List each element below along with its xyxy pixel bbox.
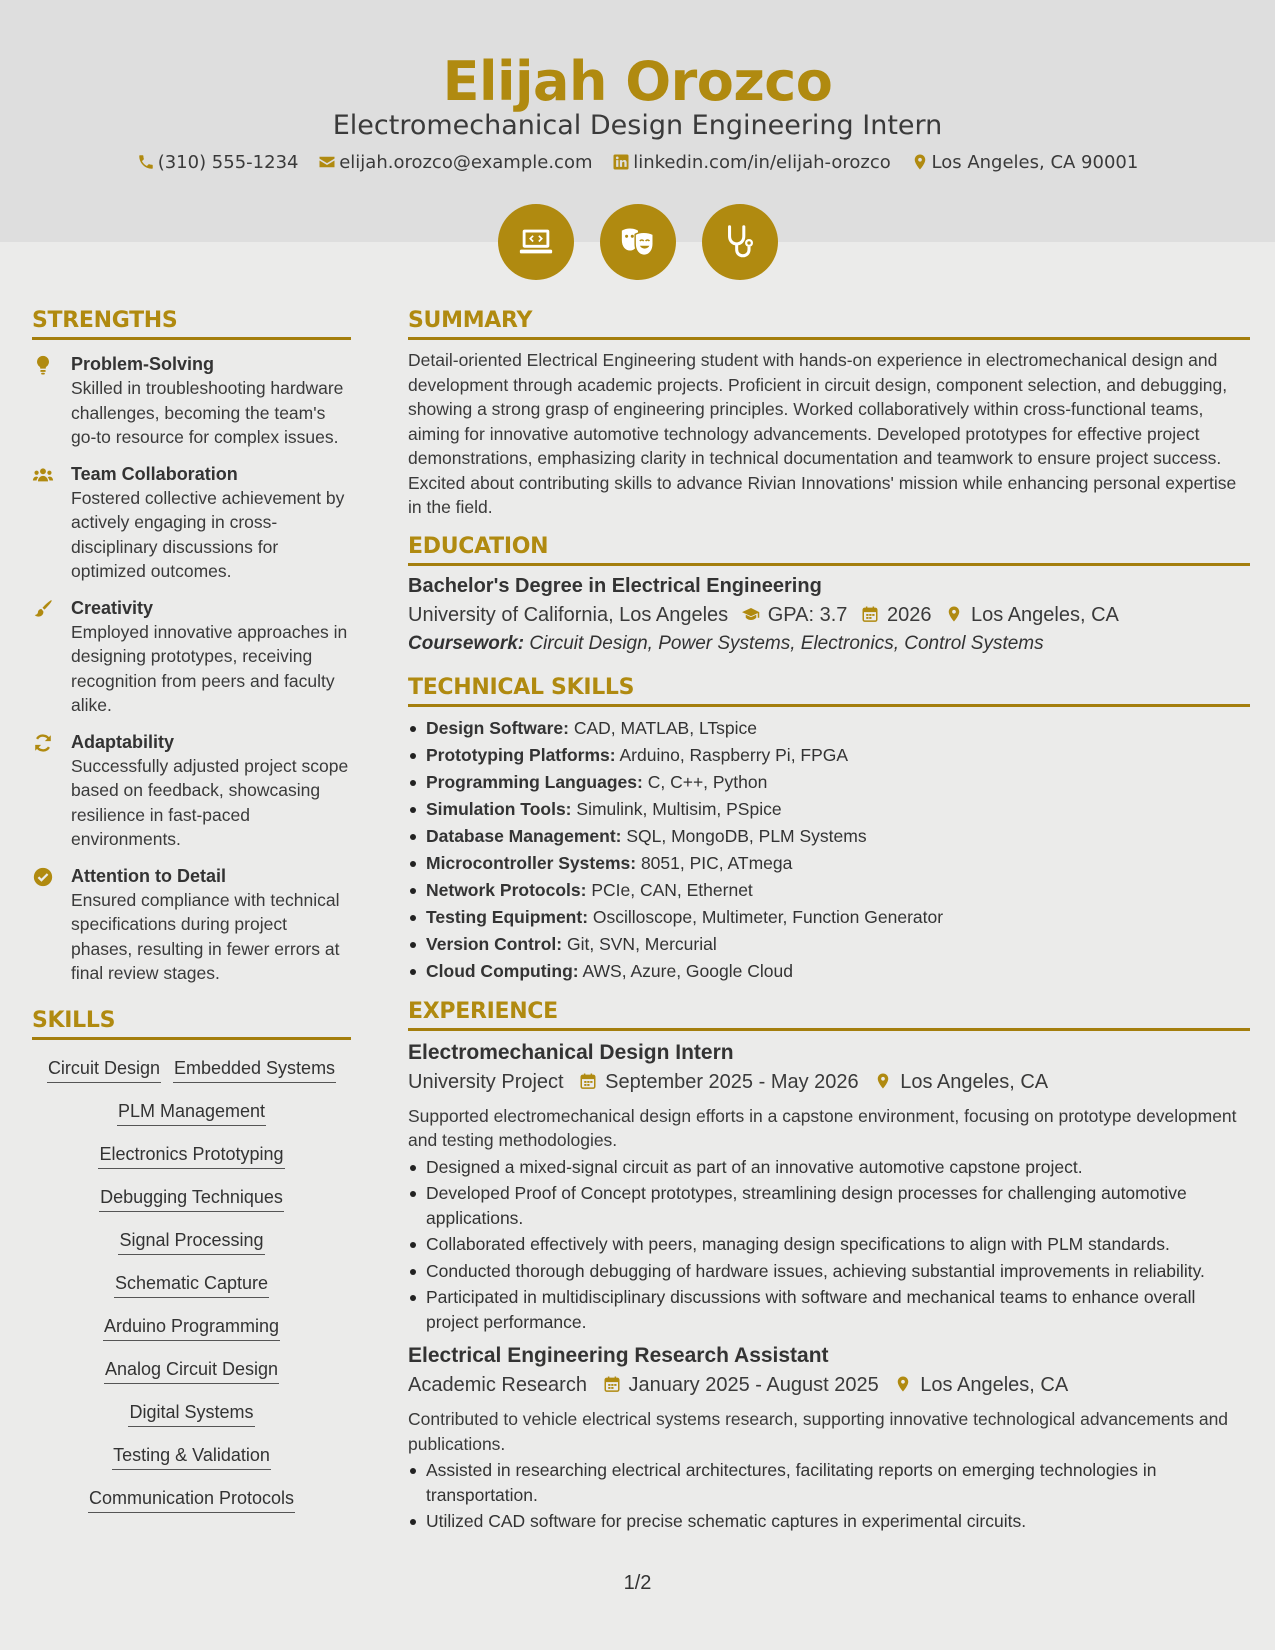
lightbulb-icon bbox=[32, 354, 54, 376]
contact-bar bbox=[0, 152, 1275, 173]
list-item: Utilized CAD software for precise schematic captures in experimental circuits. bbox=[408, 1509, 1250, 1534]
job-title: Electrical Engineering Research Assistant bbox=[408, 1344, 829, 1367]
list-item bbox=[408, 931, 1250, 958]
skill-value: SQL, MongoDB, PLM Systems bbox=[626, 825, 867, 846]
skill-value: C, C++, Python bbox=[647, 771, 768, 792]
job-location: Los Angeles, CA bbox=[920, 1374, 1069, 1396]
skill-label: Network Protocols: bbox=[426, 879, 587, 900]
job-meta bbox=[408, 1374, 1250, 1397]
skill-value: Git, SVN, Mercurial bbox=[567, 933, 717, 954]
job-meta bbox=[408, 1071, 1250, 1094]
job-description: Supported electromechanical design efforts in a capstone environment, focusing on prototype development and testing methodologies. bbox=[408, 1105, 1237, 1150]
strength-desc: Successfully adjusted project scope based on feedback, showcasing resilience in fast-paced environments. bbox=[71, 755, 349, 849]
laptop-code-icon bbox=[517, 223, 555, 261]
strength-desc: Skilled in troubleshooting hardware challenges, becoming the team's go-to resource for complex issues. bbox=[71, 378, 344, 447]
stethoscope-icon bbox=[721, 223, 759, 261]
job-title: Electromechanical Design Intern bbox=[408, 1040, 734, 1064]
contact-phone-text: (310) 555-1234 bbox=[157, 152, 299, 173]
skill-label: Microcontroller Systems: bbox=[426, 852, 637, 873]
strength-item bbox=[32, 352, 351, 450]
skill-tag: Signal Processing bbox=[118, 1224, 264, 1255]
contact-phone[interactable] bbox=[137, 152, 299, 173]
strength-name: Creativity bbox=[71, 597, 154, 618]
list-item bbox=[408, 796, 1250, 823]
map-pin-icon bbox=[894, 1375, 912, 1393]
skill-tag: Communication Protocols bbox=[88, 1482, 295, 1513]
paint-brush-icon bbox=[32, 598, 54, 620]
skill-value: CAD, MATLAB, LTspice bbox=[573, 717, 757, 738]
list-item bbox=[408, 958, 1250, 985]
strength-item bbox=[32, 462, 351, 584]
skills-heading: SKILLS bbox=[32, 1008, 351, 1040]
job-location: Los Angeles, CA bbox=[900, 1070, 1049, 1093]
education-heading: EDUCATION bbox=[408, 534, 1250, 566]
calendar-icon bbox=[861, 605, 879, 623]
skill-label: Programming Languages: bbox=[426, 771, 643, 792]
list-item bbox=[408, 715, 1250, 742]
gpa: GPA: 3.7 bbox=[767, 603, 848, 626]
map-pin-icon bbox=[874, 1072, 892, 1090]
skill-label: Design Software: bbox=[426, 717, 569, 738]
check-circle-icon bbox=[32, 866, 54, 888]
graduation-year: 2026 bbox=[886, 603, 932, 626]
summary-text: Detail-oriented Electrical Engineering student with hands-on experience in electromechanical design and development through academic projects. Proficient in circuit design, component selection, and debugging, showing a strong grasp of engineering principles. Worked collaboratively within cross-functional teams, aiming for innovative automotive technology advancements. Developed prototypes for effective project demonstrations, emphasizing clarity in technical documentation and teamwork to ensure project success. Excited about contributing skills to advance Rivian Innovations' mission while enhancing personal expertise in the field. bbox=[408, 350, 1237, 517]
skill-tag: PLM Management bbox=[117, 1095, 266, 1126]
skill-tag: Analog Circuit Design bbox=[104, 1353, 279, 1384]
skill-tag: Electronics Prototyping bbox=[98, 1138, 284, 1169]
experience-heading: EXPERIENCE bbox=[408, 999, 1250, 1031]
right-column bbox=[408, 308, 1250, 1536]
skill-tag: Circuit Design bbox=[47, 1052, 161, 1083]
skill-label: Cloud Computing: bbox=[426, 960, 579, 981]
skill-value: Arduino, Raspberry Pi, FPGA bbox=[619, 744, 849, 765]
technical-skills-list bbox=[408, 715, 1250, 985]
contact-location bbox=[911, 152, 1139, 173]
strength-name: Team Collaboration bbox=[71, 463, 238, 484]
degree-name: Bachelor's Degree in Electrical Engineering bbox=[408, 574, 822, 597]
candidate-name: Elijah Orozco bbox=[442, 50, 833, 113]
map-pin-icon bbox=[911, 153, 929, 171]
skill-value: PCIe, CAN, Ethernet bbox=[591, 879, 753, 900]
strength-desc: Employed innovative approaches in designing prototypes, receiving recognition from peers and faculty alike. bbox=[71, 621, 348, 715]
map-pin-icon bbox=[945, 605, 963, 623]
badge-laptop bbox=[498, 204, 574, 280]
job-org: University Project bbox=[408, 1070, 564, 1093]
list-item: Conducted thorough debugging of hardware issues, achieving substantial improvements in reliability. bbox=[408, 1259, 1250, 1284]
skill-label: Simulation Tools: bbox=[426, 798, 572, 819]
list-item: Developed Proof of Concept prototypes, streamlining design processes for challenging automotive applications. bbox=[408, 1181, 1250, 1230]
envelope-icon bbox=[318, 153, 336, 171]
list-item bbox=[408, 769, 1250, 796]
skill-label: Database Management: bbox=[426, 825, 622, 846]
strength-name: Attention to Detail bbox=[71, 865, 226, 886]
list-item bbox=[408, 742, 1250, 769]
linkedin-icon bbox=[612, 153, 630, 171]
calendar-icon bbox=[579, 1072, 597, 1090]
summary-heading: SUMMARY bbox=[408, 308, 1250, 340]
strength-desc: Fostered collective achievement by actively engaging in cross-disciplinary discussions for optimized outcomes. bbox=[71, 487, 345, 581]
skill-value: Simulink, Multisim, PSpice bbox=[576, 798, 782, 819]
skill-tag: Schematic Capture bbox=[114, 1267, 269, 1298]
skill-tag: Arduino Programming bbox=[103, 1310, 280, 1341]
school-name: University of California, Los Angeles bbox=[408, 603, 729, 626]
skill-label: Testing Equipment: bbox=[426, 906, 589, 927]
list-item bbox=[408, 877, 1250, 904]
contact-location-text: Los Angeles, CA 90001 bbox=[931, 152, 1139, 173]
page-number: 1/2 bbox=[623, 1572, 652, 1594]
skill-value: Oscilloscope, Multimeter, Function Generator bbox=[592, 906, 944, 927]
skill-value: 8051, PIC, ATmega bbox=[640, 852, 793, 873]
strength-item bbox=[32, 596, 351, 718]
list-item: Collaborated effectively with peers, managing design specifications to align with PLM standards. bbox=[408, 1232, 1250, 1257]
calendar-icon bbox=[603, 1375, 621, 1393]
theater-masks-icon bbox=[619, 223, 657, 261]
users-icon bbox=[32, 464, 54, 486]
job-dates: September 2025 - May 2026 bbox=[605, 1070, 859, 1093]
job-bullets bbox=[408, 1458, 1250, 1534]
phone-icon bbox=[137, 153, 155, 171]
job-description: Contributed to vehicle electrical systems research, supporting innovative technological advancements and publications. bbox=[408, 1409, 1229, 1454]
skill-tag: Digital Systems bbox=[128, 1396, 254, 1427]
skill-tag: Testing & Validation bbox=[112, 1439, 271, 1470]
left-column bbox=[32, 308, 351, 1521]
contact-email-text: elijah.orozco@example.com bbox=[339, 152, 593, 173]
skills-list bbox=[32, 1048, 351, 1521]
badge-stethoscope bbox=[702, 204, 778, 280]
skill-tag: Embedded Systems bbox=[173, 1052, 336, 1083]
job-title: Electromechanical Design Engineering Intern bbox=[332, 110, 943, 141]
list-item: Participated in multidisciplinary discussions with software and mechanical teams to enhance overall project performance. bbox=[408, 1285, 1250, 1334]
contact-linkedin-text: linkedin.com/in/elijah-orozco bbox=[633, 152, 891, 173]
graduation-cap-icon bbox=[742, 605, 760, 623]
coursework bbox=[408, 633, 1250, 655]
coursework-list: Circuit Design, Power Systems, Electronics, Control Systems bbox=[529, 632, 1044, 654]
strength-item bbox=[32, 730, 351, 852]
job-bullets bbox=[408, 1155, 1250, 1335]
strength-item bbox=[32, 864, 351, 986]
education-location: Los Angeles, CA bbox=[971, 603, 1119, 626]
list-item bbox=[408, 904, 1250, 931]
skill-value: AWS, Azure, Google Cloud bbox=[582, 960, 793, 981]
skill-label: Version Control: bbox=[426, 933, 563, 954]
technical-skills-heading: TECHNICAL SKILLS bbox=[408, 675, 1250, 707]
strength-name: Problem-Solving bbox=[71, 354, 215, 374]
strengths-heading: STRENGTHS bbox=[32, 308, 351, 340]
list-item bbox=[408, 823, 1250, 850]
badge-masks bbox=[600, 204, 676, 280]
interest-badges bbox=[0, 204, 1275, 280]
sync-icon bbox=[32, 732, 54, 754]
skill-label: Prototyping Platforms: bbox=[426, 744, 616, 765]
contact-linkedin[interactable] bbox=[612, 152, 891, 173]
strength-desc: Ensured compliance with technical specifications during project phases, resulting in fewer errors at final review stages. bbox=[71, 889, 340, 983]
list-item: Assisted in researching electrical architectures, facilitating reports on emerging technologies in transportation. bbox=[408, 1458, 1250, 1507]
list-item: Designed a mixed-signal circuit as part of an innovative automotive capstone project. bbox=[408, 1155, 1250, 1180]
skill-tag: Debugging Techniques bbox=[99, 1181, 284, 1212]
strength-name: Adaptability bbox=[71, 731, 175, 752]
list-item bbox=[408, 850, 1250, 877]
job-dates: January 2025 - August 2025 bbox=[628, 1374, 879, 1396]
coursework-label: Coursework: bbox=[408, 632, 525, 654]
education-meta bbox=[408, 604, 1250, 627]
job-org: Academic Research bbox=[408, 1374, 587, 1396]
contact-email[interactable] bbox=[318, 152, 592, 173]
